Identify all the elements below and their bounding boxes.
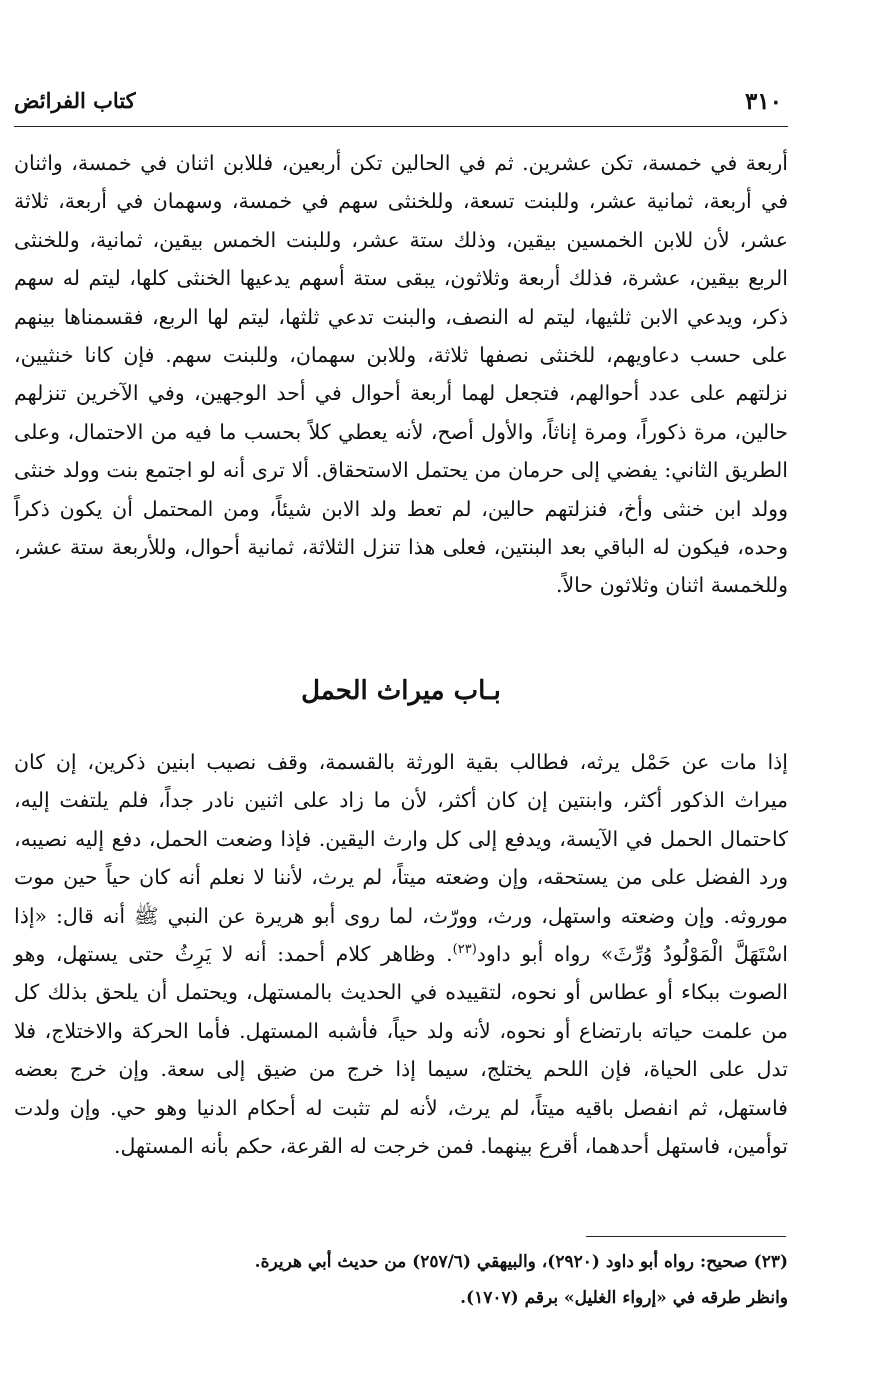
footnote-line-1: (٢٣) صحيح: رواه أبو داود (٢٩٢٠)، والبيهقي (٢٥٧/٦) من حديث أبي هريرة. [254, 1252, 788, 1272]
paragraph-text-part-1: إذا مات عن حَمْل يرثه، فطالب بقية الورثة بالقسمة، وقف نصيب ابنين ذكرين، إن كان ميراث الذكور أكثر، وابنتين إن كان أكثر، لأن ما زاد على اثنين نادر جداً، فلم يلتفت إليه، كاحتمال الحمل في الآيسة، ويدفع إلى كل وارث اليقين. فإذا وضعت الحمل، دفع إليه نصيبه، ورد الفضل على من يستحقه، وإن وضعته ميتاً، لم يرث، لأننا لا نعلم أنه كان حياً حين موت موروثه. وإن وضعته واستهل، ورث، وورّث، لما روى أبو هريرة عن النبي ﷺ أنه قال: «إذا اسْتَهَلَّ الْمَوْلُودُ وُرِّثَ» رواه أبو داود [14, 750, 788, 967]
section-title: بـاب ميراث الحمل [301, 676, 501, 706]
page-number: ٣١٠ [744, 88, 782, 115]
page-header [14, 88, 782, 120]
footnotes [14, 1244, 788, 1316]
running-title: كتاب الفرائض [14, 88, 136, 113]
paragraph-text-part-2: . وظاهر كلام أحمد: أنه لا يَرِثُ حتى يستهل، وهو الصوت ببكاء أو عطاس أو نحوه، لتقييده في الحديث بالمستهل، ويحتمل أن يلحق بذلك كل من علمت حياته بارتضاع أو نحوه، لأنه ولد حياً، فأشبه المستهل. فأما الحركة والاختلاج، فلا تدل على الحياة، فإن اللحم يختلج، سيما إذا خرج من ضيق إلى سعة. وإن خرج بعضه فاستهل، ثم انفصل باقيه ميتاً، لم يرث، لأنه لم تثبت له أحكام الدنيا وهو حي. وإن ولدت توأمين، فاستهل أحدهما، أقرع بينهما. فمن خرجت له القرعة، حكم بأنه المستهل. [14, 942, 788, 1159]
footnote-rule [586, 1236, 786, 1237]
body-paragraph-pregnancy-inheritance [14, 743, 788, 1165]
header-rule [14, 126, 788, 127]
footnote-reference[interactable]: (٢٣) [452, 942, 477, 958]
body-paragraph-inheritance-hermaphrodite: أربعة في خمسة، تكن عشرين. ثم في الحالين تكن أربعين، فللابن اثنان في خمسة، واثنان في أربعة، ثمانية عشر، وللبنت تسعة، وللخنثى سهم في خمسة، وسهمان في أربعة، ثلاثة عشر، لأن للابن الخمسين بيقين، وذلك ستة عشر، وللبنت الخمس بيقين، ثمانية، وللخنثى الربع بيقين، عشرة، فذلك أربعة وثلاثون، يبقى ستة أسهم يدعيها الخنثى كلها، ليتم له سهم ذكر، ويدعي الابن ثلثيها، ليتم له النصف، والبنت تدعي ثلثها، ليتم لها الربع، فقسمناها بينهم على حسب دعاويهم، للخنثى نصفها ثلاثة، وللابن سهمان، وللبنت سهم. فإن كانا خنثيين، نزلتهم على عدد أحوالهم، فتجعل لهما أربعة أحوال في أحد الوجهين، وفي الآخرين تنزلهم حالين، مرة ذكوراً، ومرة إناثاً، والأول أصح، لأنه يعطي كلاً بحسب ما فيه من الاحتمال، وعلى الطريق الثاني: يفضي إلى حرمان من يحتمل الاستحقاق. ألا ترى أنه لو اجتمع بنت وولد خنثى وولد ابن خنثى وأخ، فنزلتهم حالين، لم تعط ولد الابن شيئاً، ومن المحتمل أن يكون ذكراً وحده، فيكون له الباقي بعد البنتين، فعلى هذا تنزل الثلاثة، ثمانية أحوال، وللأربعة ستة عشر، وللخمسة اثنان وثلاثون حالاً. [14, 151, 788, 598]
footnote-line-2: وانظر طرقه في «إرواء الغليل» برقم (١٧٠٧). [460, 1288, 788, 1308]
